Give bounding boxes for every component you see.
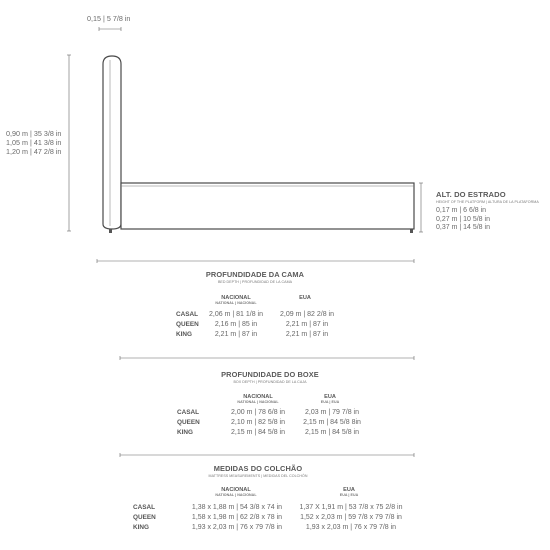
column-header-national: NACIONAL NATIONAL | NACIONAL [215, 295, 257, 305]
cell: 2,21 m | 87 in [214, 331, 258, 338]
row-label-king: KING [177, 429, 193, 436]
row-label-king: KING [176, 331, 192, 338]
table-title: PROFUNDIDADE DA CAMA [205, 270, 305, 279]
headboard-foot [109, 229, 112, 233]
headboard-height-2: 1,05 m | 41 3/8 in [6, 138, 62, 147]
headboard-height-labels [6, 129, 61, 156]
headboard-height-dimension [67, 55, 71, 231]
row-label-casal: CASAL [133, 504, 156, 511]
row-label-queen: QUEEN [133, 514, 156, 521]
row-label-king: KING [133, 524, 149, 531]
cell: 1,93 x 2,03 m | 76 x 79 7/8 in [305, 524, 397, 531]
platform-subtitle: HEIGHT OF THE PLATFORM | ALTURA DE LA PLATAFORMA [436, 200, 539, 204]
box-depth-table [165, 370, 375, 384]
table-subtitle: BOX DEPTH | PROFUNDIDAD DE LA CAJA [233, 380, 307, 384]
column-header-usa: EUA EUA | EUA [339, 487, 359, 497]
cell: 2,06 m | 81 1/8 in [209, 311, 263, 318]
bed-depth-table [150, 270, 360, 284]
cell: 1,38 x 1,88 m | 54 3/8 x 74 in [191, 504, 283, 511]
column-header-national: NACIONAL NATIONAL | NACIONAL [237, 394, 279, 404]
mattress-table [153, 464, 363, 478]
column-header-usa: EUA EUA | EUA [320, 394, 340, 404]
platform-height-3: 0,37 m | 14 5/8 in [436, 224, 490, 232]
platform-outline [121, 183, 414, 229]
headboard-outline [103, 56, 121, 229]
cell: 2,09 m | 82 2/8 in [280, 311, 334, 318]
headboard-thickness-dimension [99, 27, 121, 31]
row-label-casal: CASAL [176, 311, 199, 318]
headboard-height-3: 1,20 m | 47 2/8 in [6, 147, 62, 156]
headboard-height-1: 0,90 m | 35 3/8 in [6, 129, 62, 138]
row-label-casal: CASAL [177, 409, 200, 416]
cell: 2,03 m | 79 7/8 in [305, 409, 359, 416]
platform-title: ALT. DO ESTRADO [436, 190, 506, 199]
cell: 2,21 m | 87 in [285, 331, 329, 338]
bed-depth-dimension [97, 259, 414, 263]
cell: 2,16 m | 85 in [214, 321, 258, 328]
platform-height-2: 0,27 m | 10 5/8 in [436, 215, 490, 223]
row-label-queen: QUEEN [176, 321, 199, 328]
table-subtitle: MATTRESS MEASUREMENTS | MEDIDAS DEL COLCHÓN [208, 474, 308, 478]
box-depth-dimension [120, 356, 414, 360]
cell: 2,15 m | 84 5/8 in [305, 429, 359, 436]
platform-height-labels [436, 207, 539, 233]
cell: 2,21 m | 87 in [285, 321, 329, 328]
cell: 1,52 x 2,03 m | 59 7/8 x 79 7/8 in [300, 514, 402, 521]
table-subtitle: BED DEPTH | PROFUNDIDAD DE LA CAMA [217, 280, 293, 284]
row-label-queen: QUEEN [177, 419, 200, 426]
table-title: PROFUNDIDADE DO BOXE [221, 370, 319, 379]
cell: 2,15 m | 84 5/8 in [231, 429, 285, 436]
cell: 1,37 X 1,91 m | 53 7/8 x 75 2/8 in [299, 504, 403, 511]
column-header-usa: EUA [299, 295, 311, 301]
column-header-national: NACIONAL NATIONAL | NACIONAL [215, 487, 257, 497]
cell: 2,15 m | 84 5/8 8in [303, 419, 361, 426]
cell: 2,10 m | 82 5/8 in [231, 419, 285, 426]
platform-foot [410, 229, 413, 233]
cell: 1,93 x 2,03 m | 76 x 79 7/8 in [191, 524, 283, 531]
headboard-thickness-label: 0,15 | 5 7/8 in [87, 14, 131, 23]
table-title: MEDIDAS DO COLCHÃO [213, 464, 303, 473]
platform-height-block [436, 190, 539, 233]
platform-height-dimension [419, 183, 423, 232]
platform-height-1: 0,17 m | 6 6/8 in [436, 207, 487, 214]
mattress-dimension [120, 453, 414, 457]
cell: 1,58 x 1,98 m | 62 2/8 x 78 in [191, 514, 283, 521]
cell: 2,00 m | 78 6/8 in [231, 409, 285, 416]
